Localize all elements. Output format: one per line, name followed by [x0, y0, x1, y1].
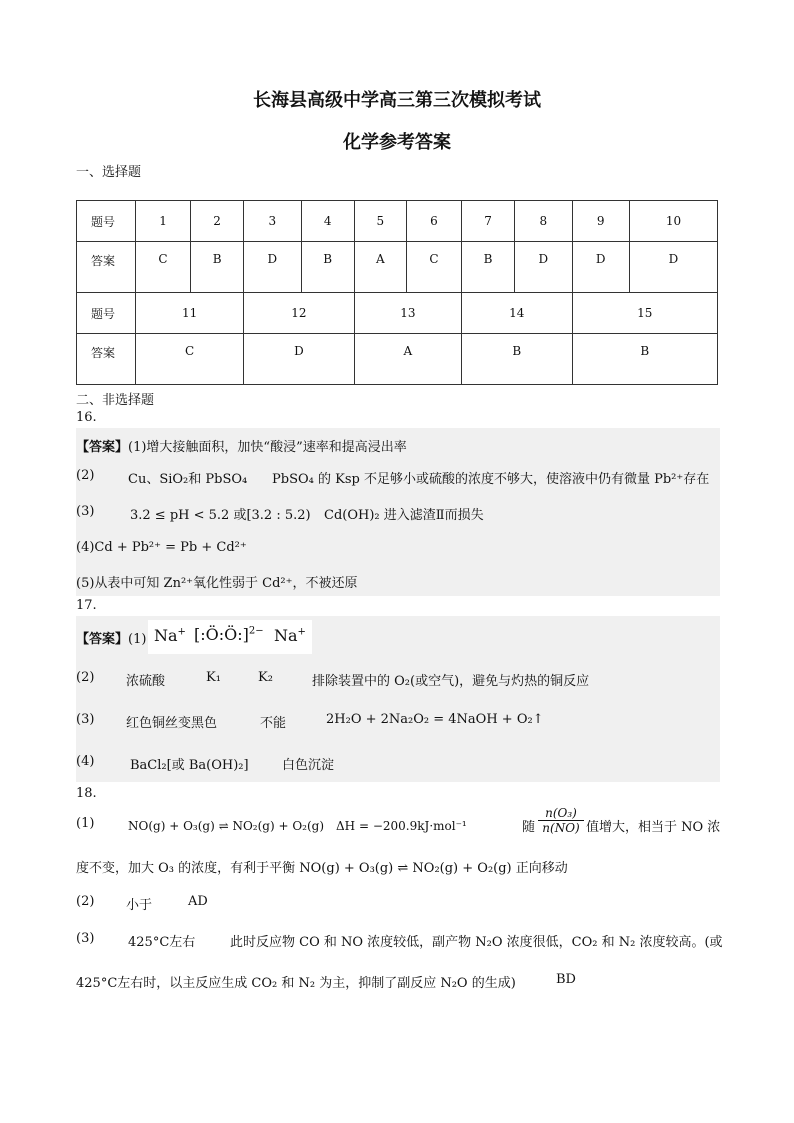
table-cell: B — [462, 242, 515, 293]
table-cell: 4 — [301, 201, 354, 242]
answer-text: 小于 — [126, 898, 153, 913]
table-cell: B — [462, 334, 573, 385]
table-header-question: 题号 — [77, 293, 136, 334]
table-cell: 1 — [136, 201, 191, 242]
table-cell: A — [354, 242, 406, 293]
table-cell: 3 — [244, 201, 301, 242]
table-cell: C — [406, 242, 461, 293]
answer-index: (2) — [76, 670, 95, 685]
fraction-denominator: n(NO) — [542, 821, 580, 835]
question-number: 17. — [76, 598, 97, 613]
table-header-answer: 答案 — [77, 242, 136, 293]
section-heading-nonchoice: 二、非选择题 — [76, 393, 155, 408]
table-cell: B — [572, 334, 717, 385]
answer-text: 425°C左右 — [128, 935, 196, 950]
answer-text: 3.2 ≤ pH < 5.2 或[3.2 : 5.2) — [130, 508, 311, 523]
sodium-ion: Na+ — [154, 626, 186, 645]
answer-text: 排除装置中的 O₂(或空气)，避免与灼热的铜反应 — [312, 674, 590, 689]
answer-tag: 【答案】 — [76, 632, 129, 647]
table-cell: 8 — [515, 201, 572, 242]
answer-index: (3) — [76, 504, 95, 519]
question-number: 18. — [76, 786, 97, 801]
answer-line — [76, 628, 146, 647]
table-cell: B — [301, 242, 354, 293]
fraction-numerator: n(O₃) — [538, 806, 584, 821]
answer-index: (4) — [76, 754, 95, 769]
answer-text: K₂ — [258, 670, 273, 685]
peroxide-ion: [:Ö:Ö:]$^{2-}$ — [194, 625, 264, 644]
answer-text: 度不变，加大 O₃ 的浓度，有利于平衡 NO(g) + O₃(g) ⇌ NO₂(g) + O₂(g) 正向移动 — [76, 861, 568, 876]
answer-text: (1)增大接触面积，加快“酸浸”速率和提高浸出率 — [128, 440, 407, 455]
table-cell: D — [515, 242, 572, 293]
answer-text: PbSO₄ 的 Ksp 不足够小或硫酸的浓度不够大，使溶液中仍有微量 Pb²⁺存在 — [272, 472, 710, 487]
table-cell: D — [244, 334, 355, 385]
answer-text: 白色沉淀 — [282, 758, 335, 773]
table-header-question: 题号 — [77, 201, 136, 242]
table-cell: D — [572, 242, 629, 293]
table-cell: 13 — [354, 293, 461, 334]
answer-text: (5)从表中可知 Zn²⁺氧化性弱于 Cd²⁺，不被还原 — [76, 576, 358, 591]
table-cell: 7 — [462, 201, 515, 242]
answer-text: 2H₂O + 2Na₂O₂ = 4NaOH + O₂↑ — [326, 712, 544, 727]
answer-text: K₁ — [206, 670, 221, 685]
answer-text: AD — [188, 894, 208, 909]
answer-text: Cd(OH)₂ 进入滤渣Ⅱ而损失 — [324, 508, 484, 523]
table-cell: D — [244, 242, 301, 293]
table-cell: C — [136, 242, 191, 293]
table-cell: 6 — [406, 201, 461, 242]
answer-text: 此时反应物 CO 和 NO 浓度较低，副产物 N₂O 浓度很低，CO₂ 和 N₂ 浓度较高。(或 — [230, 935, 723, 950]
table-row — [77, 201, 718, 242]
answer-index: (2) — [76, 894, 95, 909]
sodium-ion: Na+ — [274, 626, 306, 645]
table-cell: 14 — [462, 293, 573, 334]
table-cell: 5 — [354, 201, 406, 242]
answer-text: 随 — [522, 820, 536, 835]
page-title: 长海县高级中学高三第三次模拟考试 — [253, 90, 541, 111]
table-row — [77, 293, 718, 334]
electron-dot-formula — [148, 620, 312, 654]
table-cell: 2 — [191, 201, 244, 242]
table-cell: C — [136, 334, 244, 385]
table-cell: A — [354, 334, 461, 385]
table-cell: 10 — [629, 201, 717, 242]
answer-text: 不能 — [260, 716, 287, 731]
table-cell: 11 — [136, 293, 244, 334]
answer-text: BD — [556, 972, 576, 987]
ratio-fraction — [538, 806, 584, 835]
table-cell: 9 — [572, 201, 629, 242]
page-subtitle: 化学参考答案 — [343, 132, 451, 153]
answer-index: (3) — [76, 712, 95, 727]
answer-index: (1) — [128, 632, 147, 647]
answer-index: (1) — [76, 816, 95, 831]
table-row — [77, 242, 718, 293]
answer-text: Cu、SiO₂和 PbSO₄ — [128, 472, 248, 487]
answer-text: 425°C左右时，以主反应生成 CO₂ 和 N₂ 为主，抑制了副反应 N₂O 的生成) — [76, 976, 516, 991]
question-number: 16. — [76, 410, 97, 425]
table-row — [77, 334, 718, 385]
answer-text: 值增大，相当于 NO 浓 — [586, 820, 721, 835]
section-heading-choice: 一、选择题 — [76, 165, 142, 180]
table-cell: 12 — [244, 293, 355, 334]
answer-text: (4)Cd + Pb²⁺ = Pb + Cd²⁺ — [76, 540, 247, 555]
answer-index: (3) — [76, 931, 95, 946]
table-header-answer: 答案 — [77, 334, 136, 385]
answer-index: (2) — [76, 468, 95, 483]
table-cell: B — [191, 242, 244, 293]
answer-text: 浓硫酸 — [126, 674, 166, 689]
answer-text: 红色铜丝变黑色 — [126, 716, 218, 731]
answer-table — [76, 200, 718, 385]
answer-text: BaCl₂[或 Ba(OH)₂] — [130, 758, 249, 773]
table-cell: 15 — [572, 293, 717, 334]
equation: NO(g) + O₃(g) ⇌ NO₂(g) + O₂(g) ΔH = −200.9kJ·mol⁻¹ — [128, 819, 467, 833]
table-cell: D — [629, 242, 717, 293]
answer-line — [76, 436, 407, 455]
answer-tag: 【答案】 — [76, 440, 129, 455]
